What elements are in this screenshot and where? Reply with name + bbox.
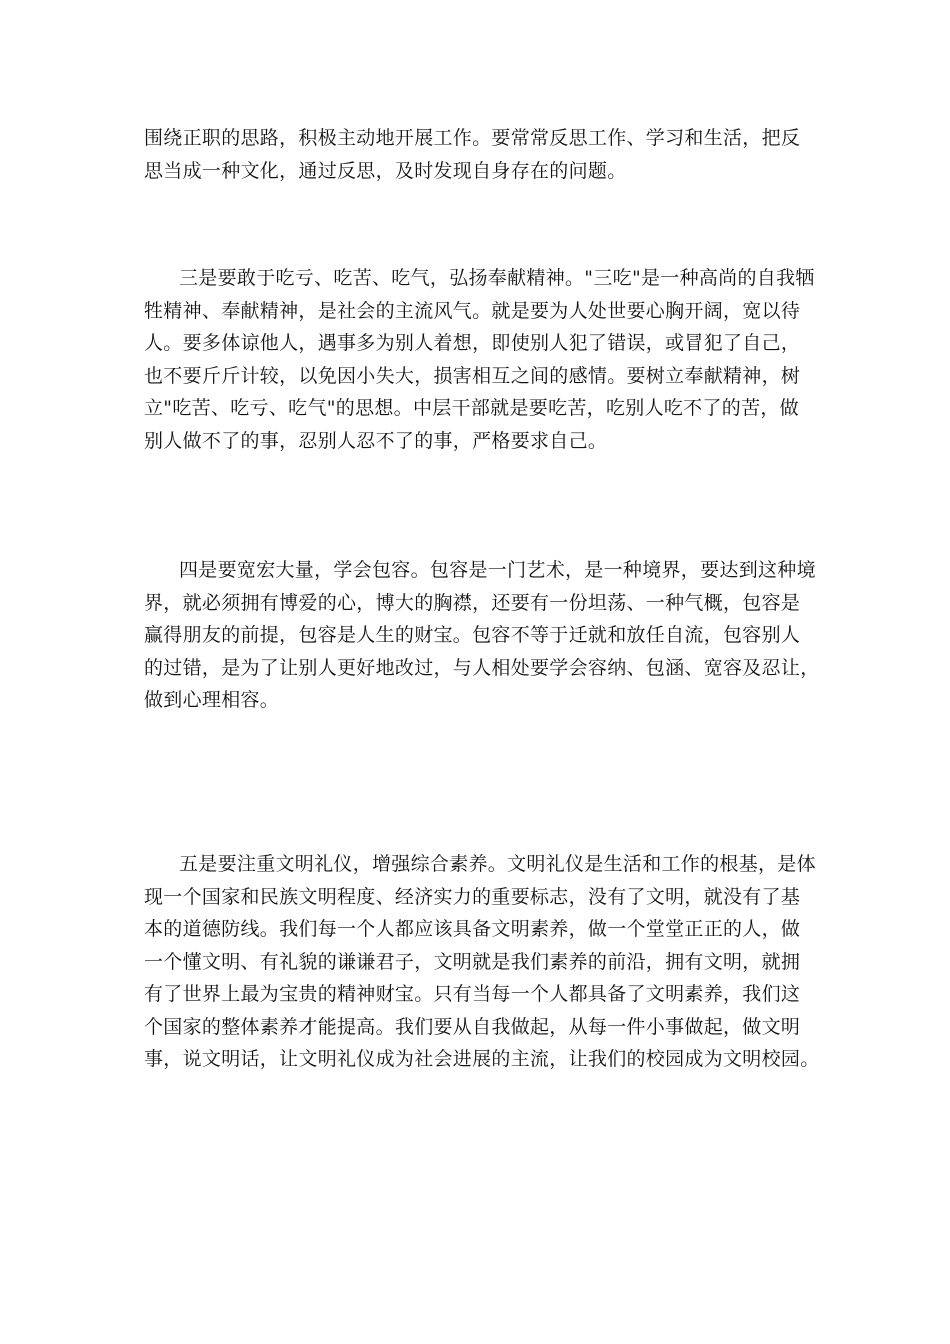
paragraph-five <box>144 848 820 1076</box>
text-line: 思当成一种文化，通过反思，及时发现自身存在的问题。 <box>144 159 627 182</box>
text-line: 事，说文明话，让文明礼仪成为社会进展的主流，让我们的校园成为文明校园。 <box>144 1048 820 1070</box>
text-line: 本的道德防线。我们每一个人都应该具备文明素养，做一个堂堂正正的人，做 <box>144 918 801 940</box>
text-line: 现一个国家和民族文明程度、经济实力的重要标志，没有了文明，就没有了基 <box>144 885 801 908</box>
text-line: 别人做不了的事，忍别人忍不了的事，严格要求自己。 <box>144 429 608 452</box>
text-line: 立"吃苦、吃亏、吃气"的思想。中层干部就是要吃苦，吃别人吃不了的苦，做 <box>144 397 799 419</box>
text-line: 个国家的整体素养才能提高。我们要从自我做起，从每一件小事做起，做文明 <box>144 1015 801 1038</box>
text-line: 做到心理相容。 <box>144 689 280 711</box>
text-line: 三是要敢于吃亏、吃苦、吃气，弘扬奉献精神。"三吃"是一种高尚的自我牺 <box>179 267 815 289</box>
paragraph-continuation <box>144 122 814 187</box>
text-line: 的过错，是为了让别人更好地改过，与人相处要学会容纳、包涵、宽容及忍让， <box>144 656 820 679</box>
text-line: 人。要多体谅他人，遇事多为别人着想，即使别人犯了错误，或冒犯了自己， <box>144 332 801 354</box>
text-line: 也不要斤斤计较，以免因小失大，损害相互之间的感情。要树立奉献精神，树 <box>144 364 801 387</box>
text-line: 五是要注重文明礼仪，增强综合素养。文明礼仪是生活和工作的根基，是体 <box>179 853 816 875</box>
text-line: 围绕正职的思路，积极主动地开展工作。要常常反思工作、学习和生活，把反 <box>144 127 801 149</box>
text-line: 四是要宽宏大量，学会包容。包容是一门艺术，是一种境界，要达到这种境 <box>179 559 816 581</box>
text-line: 有了世界上最为宝贵的精神财宝。只有当每一个人都具备了文明素养，我们这 <box>144 983 801 1005</box>
text-line: 一个懂文明、有礼貌的谦谦君子，文明就是我们素养的前沿，拥有文明，就拥 <box>144 950 801 973</box>
text-line: 赢得朋友的前提，包容是人生的财宝。包容不等于迁就和放任自流，包容别人 <box>144 624 801 646</box>
text-line: 牲精神、奉献精神，是社会的主流风气。就是要为人处世要心胸开阔，宽以待 <box>144 299 801 322</box>
paragraph-four <box>144 554 820 717</box>
text-line: 界，就必须拥有博爱的心，博大的胸襟，还要有一份坦荡、一种气概，包容是 <box>144 591 801 614</box>
paragraph-three <box>144 262 814 457</box>
